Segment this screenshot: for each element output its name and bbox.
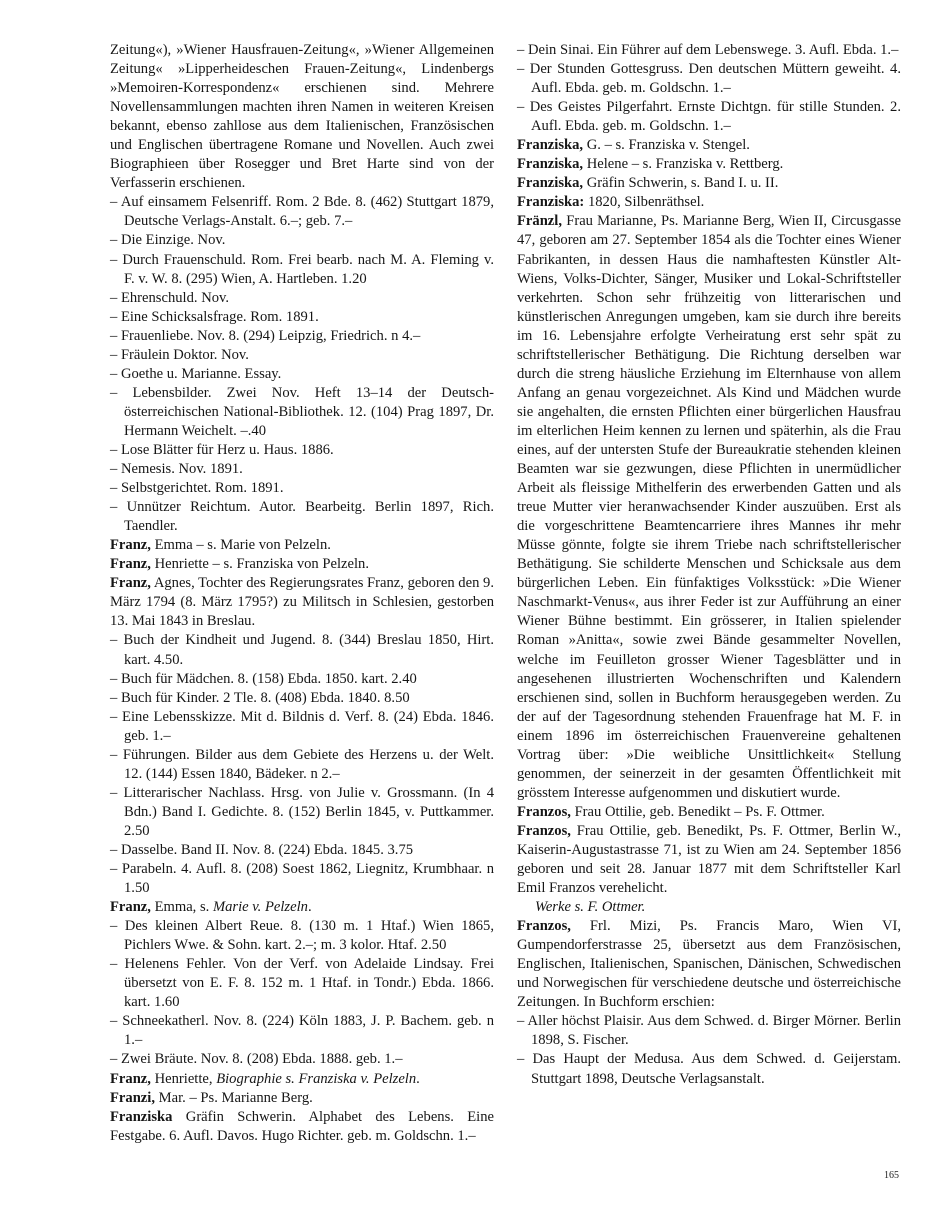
entry-heading: Franzi, xyxy=(110,1089,155,1106)
entry xyxy=(110,574,494,631)
entry xyxy=(517,212,901,802)
entry-text: Frau Marianne, Ps. Marianne Berg, Wien II, Circusgasse 47, geboren am 27. September 1854 als die Tochter eines Wiener Fabrikanten, in dessen Haus die namhaftesten Künstler Alt-Wiens, Volks-Dichter, Sänger, Musiker und Lokal-Schriftsteller verkehrten. Schon sehr frühzeitig von litterarischen und künstlerischen Anregungen umgeben, kam sie durch ihre bereits im 16. Lebensjahre erfolgte Verheiratung erst sehr spät zu schriftstellerischer Bethätigung. Die Richtung derselben war durch die streng häusliche Erziehung im Elternhause von allem Anfang an genau vorgezeichnet. Als Kind und Mädchen wurde sie angehalten, die ernsten Pflichten einer bürgerlichen Hausfrau im elterlichen Heim kennen zu lernen und späterhin, als die Frau eines, auf der untersten Stufe der Bureaukratie stehenden kleinen Beamten war sie gezwungen, diese Pflichten in unermüdlicher Arbeit als fleissige Mithelferin des erwerbenden Gatten und als treue Mutter vier heranwachsender Kinder auszuüben. Erst als die vorgeschrittene Beamtencarriere ihres Mannes ihr mehr Müsse gönnte, folgte sie ihrem Triebe nach schriftstellerischer Bethätigung. Sie schilderte Menschen und Schicksale aus dem bürgerlichen Leben. Ein fünfaktiges Volksstück: »Die Wiener Naschmarkt-Venus«, aus ihrer Feder ist zur Aufführung an einer Wiener Bühne bestimmt. Ein grösserer, in Italien spielender Roman »Anitta«, sowie zwei Bände gesammelter Novellen, welche im Feuilleton grosser Wiener Tagesblätter und in angesehenen illustrierten Wochenschriften und Kalendern erschienen sind, sollen in Buchform herausgegeben werden. Zu der auf der Tagesordnung stehenden Frauenfrage hat M. F. in einem 1896 im österreichischen Frauenvereine gehaltenen Vortrag über: »Die weibliche Unsittlichkeit« Stellung genommen, der seinerzeit in der gesamten Öffentlichkeit mit grösstem Interesse aufgenommen und diskutiert wurde. xyxy=(517,213,901,801)
entry-heading: Franz, xyxy=(110,899,151,916)
list-item: – Auf einsamem Felsenriff. Rom. 2 Bde. 8. (462) Stuttgart 1879, Deutsche Verlags-Anstalt. 6.–; geb. 7.– xyxy=(110,194,494,230)
list-item: – Nemesis. Nov. 1891. xyxy=(110,461,243,478)
page-number: 165 xyxy=(884,1170,899,1181)
entry-heading: Franzos, xyxy=(517,822,571,839)
list-item: – Das Haupt der Medusa. Aus dem Schwed. d. Geijerstam. Stuttgart 1898, Deutsche Verlagsanstalt. xyxy=(517,1051,901,1087)
list-item: – Parabeln. 4. Aufl. 8. (208) Soest 1862, Liegnitz, Krumbhaar. n 1.50 xyxy=(110,861,494,897)
list-item: – Zwei Bräute. Nov. 8. (208) Ebda. 1888. geb. 1.– xyxy=(110,1051,403,1068)
entry-italic-ref: Marie v. Pelzeln xyxy=(212,899,308,916)
entry xyxy=(517,155,901,174)
list-item: – Unnützer Reichtum. Autor. Bearbeitg. Berlin 1897, Rich. Taendler. xyxy=(110,499,494,535)
list-item: – Führungen. Bilder aus dem Gebiete des Herzens u. der Welt. 12. (144) Essen 1840, Bädeker. n 2.– xyxy=(110,746,494,782)
entry-text: Helene – s. Franziska v. Rettberg. xyxy=(583,156,784,173)
list-item: – Aller höchst Plaisir. Aus dem Schwed. d. Birger Mörner. Berlin 1898, S. Fischer. xyxy=(517,1013,901,1049)
entry-text: Henriette, xyxy=(150,1070,217,1087)
list-item: – Lose Blätter für Herz u. Haus. 1886. xyxy=(110,441,334,458)
list-item: – Buch für Mädchen. 8. (158) Ebda. 1850. kart. 2.40 xyxy=(110,670,417,687)
entry-heading: Fränzl, xyxy=(517,213,562,230)
list-item: – Ehrenschuld. Nov. xyxy=(110,289,230,306)
entry xyxy=(517,193,901,212)
list-item: – Des Geistes Pilgerfahrt. Ernste Dichtgn. für stille Stunden. 2. Aufl. Ebda. geb. m. Goldschn. 1.– xyxy=(517,99,901,135)
entry-tail: . xyxy=(416,1070,420,1087)
entry-heading: Franzos, xyxy=(517,803,571,820)
list-item: – Schneekatherl. Nov. 8. (224) Köln 1883, J. P. Bachem. geb. n 1.– xyxy=(110,1013,494,1049)
entry-text: 1820, Silbenräthsel. xyxy=(584,194,705,211)
list-item: – Fräulein Doktor. Nov. xyxy=(110,346,249,363)
entry xyxy=(110,898,494,917)
list-item: – Buch der Kindheit und Jugend. 8. (344) Breslau 1850, Hirt. kart. 4.50. xyxy=(110,632,494,668)
entry-text: Henriette – s. Franziska von Pelzeln. xyxy=(150,556,369,573)
list-item: – Litterarischer Nachlass. Hrsg. von Julie v. Grossmann. (In 4 Bdn.) Band I. Gedichte. 8. (152) Berlin 1845, v. Puttkammer. 2.50 xyxy=(110,784,494,839)
list-item: – Lebensbilder. Zwei Nov. Heft 13–14 der Deutsch-österreichischen National-Bibliothek. 12. (104) Prag 1897, Dr. Hermann Weichelt. –.40 xyxy=(110,384,494,439)
entry xyxy=(110,555,494,574)
entry-text: Gräfin Schwerin, s. Band I. u. II. xyxy=(583,175,779,192)
entry-italic-ref: Biographie s. Franziska v. Pelzeln xyxy=(216,1070,417,1087)
entry-text: Agnes, Tochter des Regierungsrates Franz, geboren den 9. März 1794 (8. März 1795?) zu Militsch in Schlesien, gestorben 13. Mai 1843 in Breslau. xyxy=(110,575,494,630)
list-item: – Selbstgerichtet. Rom. 1891. xyxy=(110,480,284,497)
entry-heading: Franziska, xyxy=(517,137,584,154)
entry xyxy=(110,536,494,555)
entry xyxy=(110,1089,494,1108)
entry-text: Gräfin Schwerin. Alphabet des Lebens. Eine Festgabe. 6. Aufl. Davos. Hugo Richter. geb. m. Goldschn. 1.– xyxy=(110,1108,494,1144)
entry-text: Frau Ottilie, geb. Benedikt, Ps. F. Ottmer, Berlin W., Kaiserin-Augustastrasse 71, ist zu Wien am 24. September 1856 geboren und seit 28. Januar 1877 mit dem Schriftsteller Karl Emil Franzos verehelicht. xyxy=(517,822,901,897)
entry-heading: Franziska, xyxy=(517,175,584,192)
right-column xyxy=(517,41,901,1089)
list-item: – Helenens Fehler. Von der Verf. von Adelaide Lindsay. Frei übersetzt von E. F. 8. 152 m. 1 Htaf. in Tondr.) Ebda. 1866. kart. 1.60 xyxy=(110,956,494,1011)
entry xyxy=(110,1108,494,1146)
entry-heading: Franz, xyxy=(110,1070,151,1087)
list-item: – Durch Frauenschuld. Rom. Frei bearb. nach M. A. Fleming v. F. v. W. 8. (295) Wien, A. Hartleben. 1.20 xyxy=(110,251,494,287)
entry xyxy=(517,803,901,822)
entry-heading: Franz, xyxy=(110,537,151,554)
entry xyxy=(517,822,901,898)
entry xyxy=(517,136,901,155)
list-item: – Dein Sinai. Ein Führer auf dem Lebenswege. 3. Aufl. Ebda. 1.– xyxy=(517,42,899,58)
entry xyxy=(110,1070,494,1089)
entry xyxy=(517,174,901,193)
entry-heading: Franziska xyxy=(110,1108,173,1125)
list-item: – Eine Schicksalsfrage. Rom. 1891. xyxy=(110,308,319,325)
list-item: – Buch für Kinder. 2 Tle. 8. (408) Ebda. 1840. 8.50 xyxy=(110,689,410,706)
entry-text: Mar. – Ps. Marianne Berg. xyxy=(155,1089,313,1106)
list-item: – Der Stunden Gottesgruss. Den deutschen Müttern geweiht. 4. Aufl. Ebda. geb. m. Goldschn. 1.– xyxy=(517,61,901,97)
list-item: – Eine Lebensskizze. Mit d. Bildnis d. Verf. 8. (24) Ebda. 1846. geb. 1.– xyxy=(110,708,494,744)
entry-heading: Franz, xyxy=(110,556,151,573)
entry-heading: Franz, xyxy=(110,575,151,592)
entry-heading: Franziska: xyxy=(517,194,585,211)
list-item: – Goethe u. Marianne. Essay. xyxy=(110,365,282,382)
cross-reference: Werke s. F. Ottmer. xyxy=(535,899,646,916)
entry-text: Frl. Mizi, Ps. Francis Maro, Wien VI, Gumpendorferstrasse 25, übersetzt aus dem Französischen, Englischen, Italienischen, Spanischen, Dänischen, Schwedischen und Norwegischen für verschiedene deutsche und österreichische Zeitungen. In Buchform erschien: xyxy=(517,918,901,1011)
entry-text: Emma, s. xyxy=(150,899,213,916)
entry-tail: . xyxy=(307,899,312,916)
left-column xyxy=(110,41,494,1146)
entry-text: Emma – s. Marie von Pelzeln. xyxy=(150,537,331,554)
entry-text: G. – s. Franziska v. Stengel. xyxy=(583,137,750,154)
list-item: – Des kleinen Albert Reue. 8. (130 m. 1 Htaf.) Wien 1865, Pichlers Wwe. & Sohn. kart. 2.–; m. 3 kolor. Htaf. 2.50 xyxy=(110,918,494,954)
entry-heading: Franzos, xyxy=(517,918,571,935)
intro-paragraph: Zeitung«), »Wiener Hausfrauen-Zeitung«, »Wiener Allgemeinen Zeitung« »Lipperheideschen Frauen-Zeitung«, Lindenbergs »Memoiren-Korrespondenz« erschienen sind. Mehrere Novellensammlungen machten ihren Namen in weiteren Kreisen bekannt, ebenso zahllose aus dem Italienischen, Französischen und Englischen übertragene Romane und Novellen. Auch zwei Biographieen über Rosegger und Bret Harte sind von der Verfasserin erschienen. xyxy=(110,42,494,192)
list-item: – Dasselbe. Band II. Nov. 8. (224) Ebda. 1845. 3.75 xyxy=(110,841,414,858)
entry-text: Frau Ottilie, geb. Benedikt – Ps. F. Ottmer. xyxy=(570,803,825,820)
entry-heading: Franziska, xyxy=(517,156,584,173)
entry xyxy=(517,917,901,1012)
list-item: – Frauenliebe. Nov. 8. (294) Leipzig, Friedrich. n 4.– xyxy=(110,327,421,344)
list-item: – Die Einzige. Nov. xyxy=(110,232,226,249)
